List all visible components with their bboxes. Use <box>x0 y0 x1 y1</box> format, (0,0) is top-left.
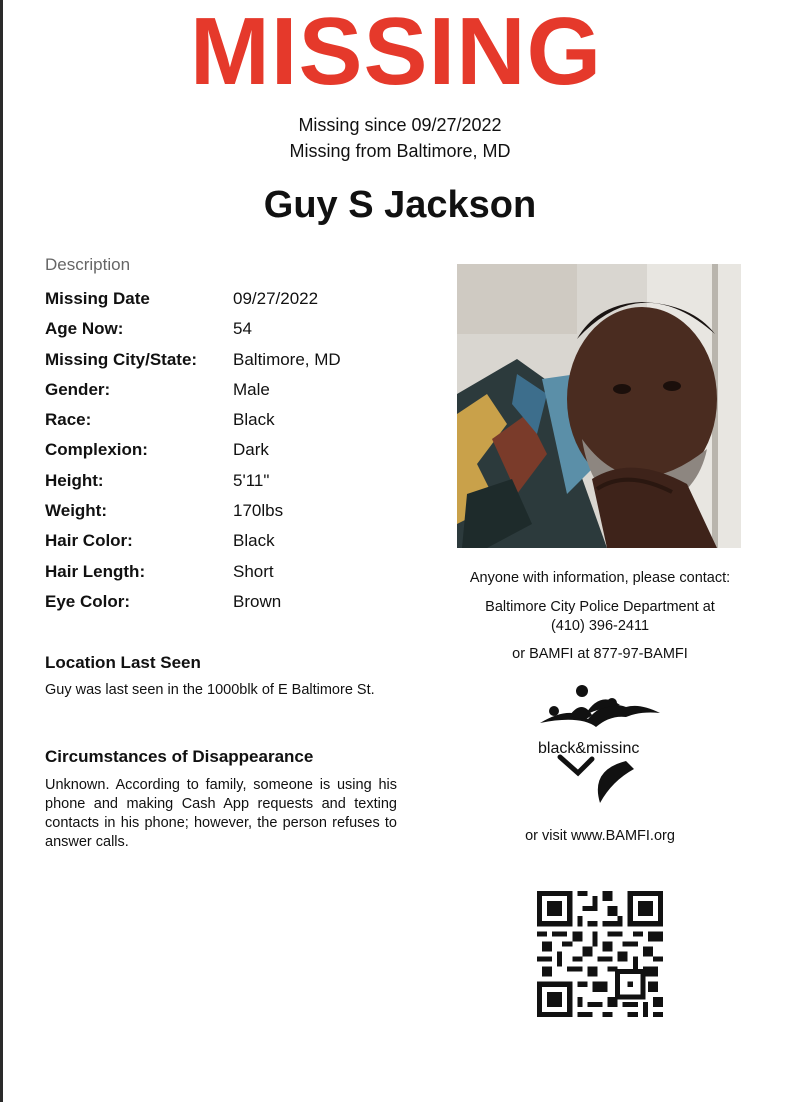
detail-row-age <box>45 317 425 347</box>
contact-phone: (410) 396-2411 <box>550 618 650 634</box>
detail-label: Race: <box>45 410 92 430</box>
detail-label: Age Now: <box>45 319 124 339</box>
page-left-edge <box>0 0 3 1102</box>
detail-value: Black <box>233 410 275 430</box>
details-list <box>45 287 425 620</box>
detail-label: Missing City/State: <box>45 349 198 369</box>
detail-row-gender <box>45 378 425 408</box>
detail-value: Brown <box>233 591 282 611</box>
detail-value: 09/27/2022 <box>233 289 319 308</box>
detail-row-complexion <box>45 438 425 468</box>
missing-since: Missing since 09/27/2022 <box>298 115 502 135</box>
location-text: Guy was last seen in the 1000blk of E Baltimore St. <box>45 682 375 698</box>
detail-value: 5'11" <box>233 470 270 490</box>
detail-value: Black <box>233 531 275 551</box>
contact-header: Anyone with information, please contact: <box>469 570 731 586</box>
detail-label: Hair Color: <box>45 531 133 551</box>
bamfi-logo <box>530 685 670 805</box>
contact-web: or visit www.BAMFI.org <box>525 828 675 844</box>
detail-value: Dark <box>233 440 269 460</box>
detail-row-race <box>45 408 425 438</box>
detail-label: Missing Date <box>45 289 150 308</box>
detail-value: Baltimore, MD <box>233 349 341 369</box>
missing-headline: MISSING <box>189 0 603 105</box>
person-photo <box>457 264 741 548</box>
circumstances-title: Circumstances of Disappearance <box>45 747 314 766</box>
detail-label: Gender: <box>45 379 111 399</box>
detail-row-city-state <box>45 348 425 378</box>
detail-value: Short <box>233 561 274 581</box>
detail-label: Eye Color: <box>45 591 131 611</box>
circumstances-text: Unknown. According to family, someone is using his phone and making Cash App requests and texting contacts in his phone; however, the person refuses to answer calls. <box>45 777 397 850</box>
detail-label: Complexion: <box>45 440 148 460</box>
detail-row-missing-date <box>45 287 425 317</box>
detail-label: Hair Length: <box>45 561 146 581</box>
detail-row-eye-color <box>45 590 425 620</box>
detail-value: 170lbs <box>233 501 284 521</box>
qr-code-icon <box>537 891 663 1017</box>
detail-label: Height: <box>45 470 104 490</box>
location-title: Location Last Seen <box>45 653 201 672</box>
person-name: Guy S Jackson <box>263 184 537 226</box>
detail-row-hair-color <box>45 529 425 559</box>
detail-row-hair-length <box>45 560 425 590</box>
detail-row-height <box>45 469 425 499</box>
description-title: Description <box>45 255 131 274</box>
missing-from: Missing from Baltimore, MD <box>289 141 511 161</box>
detail-value: Male <box>233 379 270 399</box>
contact-alt: or BAMFI at 877-97-BAMFI <box>512 646 688 662</box>
detail-value: 54 <box>233 319 252 339</box>
detail-row-weight <box>45 499 425 529</box>
logo-text: black&missinc <box>538 740 640 757</box>
detail-label: Weight: <box>45 501 108 521</box>
contact-agency: Baltimore City Police Department at <box>485 599 715 615</box>
